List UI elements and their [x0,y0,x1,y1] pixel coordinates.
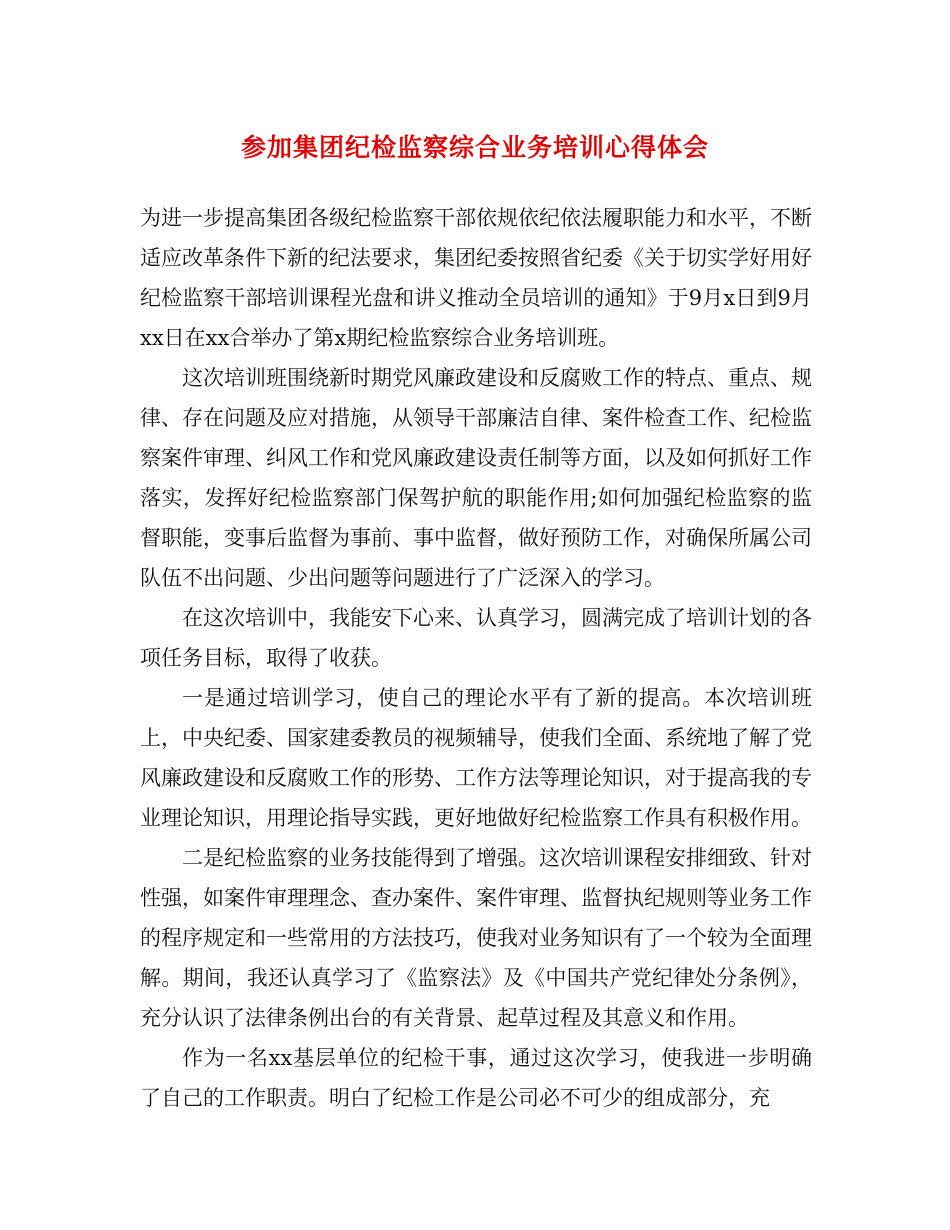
paragraph-3: 在这次培训中，我能安下心来、认真学习，圆满完成了培训计划的各项任务目标，取得了收获。 [140,606,812,670]
paragraph-2: 这次培训班围绕新时期党风廉政建设和反腐败工作的特点、重点、规律、存在问题及应对措施，从领导干部廉洁自律、案件检查工作、纪检监察案件审理、纠风工作和党风廉政建设责任制等方面，以及如何抓好工作落实，发挥好纪检监察部门保驾护航的职能作用;如何加强纪检监察的监督职能，变事后监督为事前、事中监督，做好预防工作，对确保所属公司队伍不出问题、少出问题等问题进行了广泛深入的学习。 [140,366,812,590]
paragraph-4: 一是通过培训学习，使自己的理论水平有了新的提高。本次培训班上，中央纪委、国家建委教员的视频辅导，使我们全面、系统地了解了党风廉政建设和反腐败工作的形势、工作方法等理论知识，对于提高我的专业理论知识，用理论指导实践，更好地做好纪检监察工作具有积极作用。 [140,686,812,830]
document-title: 参加集团纪检监察综合业务培训心得体会 [240,133,709,162]
paragraph-5: 二是纪检监察的业务技能得到了增强。这次培训课程安排细致、针对性强，如案件审理理念、查办案件、案件审理、监督执纪规则等业务工作的程序规定和一些常用的方法技巧，使我对业务知识有了一个较为全面理解。期间，我还认真学习了《监察法》及《中国共产党纪律处分条例》，充分认识了法律条例出台的有关背景、起草过程及其意义和作用。 [140,846,812,1030]
paragraph-1: 为进一步提高集团各级纪检监察干部依规依纪依法履职能力和水平，不断适应改革条件下新的纪法要求，集团纪委按照省纪委《关于切实学好用好纪检监察干部培训课程光盘和讲义推动全员培训的通知》于9月x日到9月xx日在xx合举办了第x期纪检监察综合业务培训班。 [140,206,812,350]
document-body [140,198,812,1118]
paragraph-6: 作为一名xx基层单位的纪检干事，通过这次学习，使我进一步明确了自己的工作职责。明白了纪检工作是公司必不可少的组成部分，充 [140,1046,812,1110]
